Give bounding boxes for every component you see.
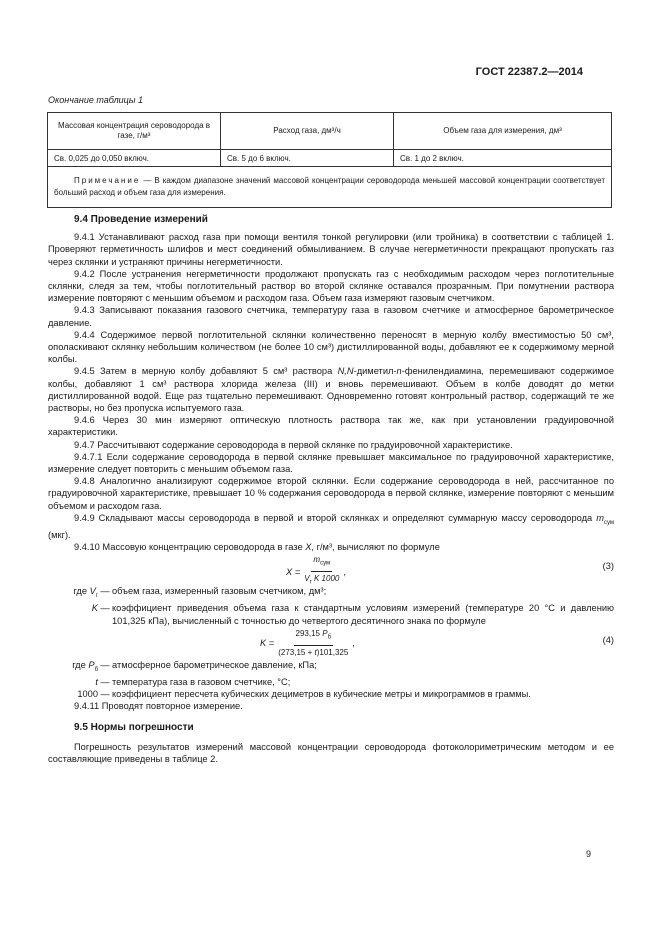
num-const: 293,15 (295, 628, 323, 638)
paragraph-9-4-6: 9.4.6 Через 30 мин измеряют оптическую плотность раствора так же, как при установлении градуировочной характеристики. (48, 415, 614, 438)
sym-t: t (95, 676, 98, 687)
sub-b: б (327, 634, 331, 641)
formula-fraction (302, 554, 341, 589)
sym-p: P (88, 659, 95, 670)
text-run: 9.4.10 Массовую концентрацию сероводорода в газе (74, 542, 306, 553)
page-number: 9 (585, 849, 591, 859)
cell-concentration: Св. 0,025 до 0,050 включ. (48, 150, 221, 167)
where-definition: температура газа в газовом счетчике, °С; (112, 676, 291, 687)
text-run: , г/м³, вычисляют по формуле (311, 542, 440, 553)
note-label: Примечание (74, 176, 141, 186)
note-text: — В каждом диапазоне значений массовой концентрации сероводорода меньшей массовой концентрации соответствует больший расход и объем газа для измерения. (54, 176, 605, 197)
where-symbol (26, 659, 98, 676)
where-dash: — (100, 603, 110, 614)
paragraph-9-4-10 (48, 541, 614, 553)
text-run: 9.4.9 Складывают массы сероводорода в первой и второй склянках и определяют суммарную массу сероводорода (74, 512, 597, 523)
section-heading-9-5: 9.5 Нормы погрешности (74, 722, 194, 734)
sym-sub: г (95, 593, 98, 600)
where-k (26, 602, 614, 626)
paragraph-9-4-7: 9.4.7 Рассчитывают содержание сероводорода в первой склянке по градуировочной характеристике. (74, 439, 513, 450)
gas-measurement-table (47, 112, 612, 208)
text-run: -фенилендиамина, перемешивают содержимое колбы, добавляют 1 см³ раствора хлорида железа (III) и вновь перемешивают. Объем в колбе доводят до метки дистиллированной водой. Еще раз тщательно перемешивают. Одновременно готовят контрольный раствор, содержащий те же растворы, но без пропуска испытуемого газа. (48, 366, 615, 414)
var-t: t (314, 647, 317, 657)
text-italic: m (596, 512, 604, 523)
paragraph-9-4-1: 9.4.1 Устанавливают расход газа при помощи вентиля тонкой регулировки (или тройника) в соответствии с таблицей 1. Проверяют герметичность шлифов и мест соединений обмыливанием. В случае негерметичности прекращают пропускать газ через склянки и устраняют причины негерметичности. (48, 232, 614, 267)
paragraph-9-4-9 (48, 512, 614, 541)
where-definition: коэффициент пересчета кубических дециметров в кубические метры и микрограммов в граммы. (112, 689, 531, 700)
where-dash: — (100, 586, 110, 597)
paragraph-9-5: Погрешность результатов измерений массовой концентрации сероводорода фотоколориметрическим методом и ее составляющие приведены в таблице 2. (48, 741, 614, 764)
where-symbol (26, 585, 98, 602)
cell-flow-rate: Св. 5 до 6 включ. (221, 150, 394, 167)
where-dash: — (100, 659, 110, 670)
where-t (26, 676, 614, 688)
header-concentration: Массовая концентрация сероводорода в газе, г/м³ (48, 113, 221, 150)
where-1000 (26, 688, 614, 700)
text-run: (мкг). (48, 529, 71, 540)
paragraph-9-4-3: 9.4.3 Записывают показания газового счетчика, температуру газа в газовом счетчике и атмосферное барометрическое давление. (48, 305, 614, 328)
cell-gas-volume: Св. 1 до 2 включ. (394, 150, 612, 167)
table-note-row (48, 167, 612, 208)
where-symbol (26, 676, 98, 688)
formula-3-number: (3) (602, 561, 614, 572)
table-note (48, 167, 612, 208)
formula-lhs: X = (286, 566, 301, 577)
sub-sum: сум (320, 560, 331, 567)
text-run: 9.4.5 Затем в мерную колбу добавляют 5 см³ раствора (74, 366, 338, 377)
formula-numerator (311, 554, 332, 572)
var-v: V (304, 574, 310, 584)
sym-sub: б (94, 666, 98, 673)
where-symbol (26, 602, 98, 614)
standard-number: ГОСТ 22387.2—2014 (475, 66, 583, 78)
where-dash: — (100, 676, 110, 687)
table-caption: Окончание таблицы 1 (48, 95, 143, 105)
where-prefix: где (73, 586, 90, 597)
formula-fraction (276, 628, 350, 659)
where-definition: коэффициент приведения объема газа к стандартным условиям измерений (температуре 20 °С и давлению 101,325 кПа), вычисленный с точностью до четвертого десятичного знака по формуле (112, 603, 614, 626)
text-italic: n (396, 366, 402, 377)
document-body (48, 214, 614, 765)
section-heading-9-4: 9.4 Проведение измерений (74, 214, 208, 225)
formula-tail: , (343, 566, 346, 577)
text-italic: X (305, 542, 312, 553)
where-pb (26, 659, 614, 676)
paragraph-9-4-5 (48, 365, 614, 414)
sym-k: K (91, 603, 98, 614)
table-row (48, 150, 612, 167)
paragraph-9-4-4: 9.4.4 Содержимое первой поглотительной склянки количественно переносят в мерную колбу вместимостью 50 см³, ополаскивают склянку небольшим количеством (не более 10 см³) дистиллированной воды, добавляют ее к содержимому мерной колбы. (48, 329, 614, 365)
paragraph-9-4-2: 9.4.2 После устранения негерметичности продолжают пропускать газ с необходимым расходом через поглотительные склянки, следя за тем, чтобы поглотительный раствор во второй склянке оставался прозрачным. При помутнении раствора измерение повторяют с меньшим объемом и расходом газа. Объем газа измеряют газовым счетчиком. (48, 268, 614, 304)
where-dash: — (100, 689, 110, 700)
formula-4 (48, 628, 614, 658)
text-run: -диметил- (353, 366, 397, 377)
formula-numerator (294, 628, 333, 646)
var-m: m (313, 555, 321, 565)
formula-lhs: K = (260, 638, 275, 649)
formula-4-number: (4) (602, 634, 614, 645)
formula-3-expression (286, 554, 346, 589)
formula-3 (48, 554, 614, 584)
where-symbol: 1000 (77, 689, 98, 700)
formula-tail: , (352, 638, 355, 649)
formula-denominator (302, 572, 341, 589)
where-prefix: где (72, 659, 89, 670)
sub-g: г (309, 579, 312, 586)
paragraph-9-4-8: 9.4.8 Аналогично анализируют содержимое второй склянки. Если содержание сероводорода в ней, рассчитанное по градуировочной характеристике, превышает 10 % содержания сероводорода в первой склянке, измерение повторяют с меньшим объемом и расходом газа. (48, 476, 614, 511)
text-italic: N,N (337, 366, 354, 377)
paragraph-9-4-7-1: 9.4.7.1 Если содержание сероводорода в первой склянке превышает максимальное по градуировочной характеристике, измерение следует повторить с меньшим объемом газа. (48, 451, 614, 475)
den-const: (273,15 + (278, 647, 315, 657)
text-subscript: сум (603, 519, 614, 526)
where-definition: атмосферное барометрическое давление, кПа; (112, 659, 317, 670)
table-header-row (48, 113, 612, 150)
header-flow-rate: Расход газа, дм³/ч (221, 113, 394, 150)
header-gas-volume: Объем газа для измерения, дм³ (394, 113, 612, 150)
where-definition: объем газа, измеренный газовым счетчиком, дм³; (112, 586, 327, 597)
formula-denominator (276, 646, 350, 659)
formula-4-expression (260, 628, 355, 659)
sym-v: V (89, 586, 96, 597)
paragraph-9-4-11: 9.4.11 Проводят повторное измерение. (74, 701, 243, 712)
den-const: )101,325 (316, 647, 349, 657)
den-rest: K 1000 (311, 574, 340, 584)
var-p: P (322, 628, 328, 638)
